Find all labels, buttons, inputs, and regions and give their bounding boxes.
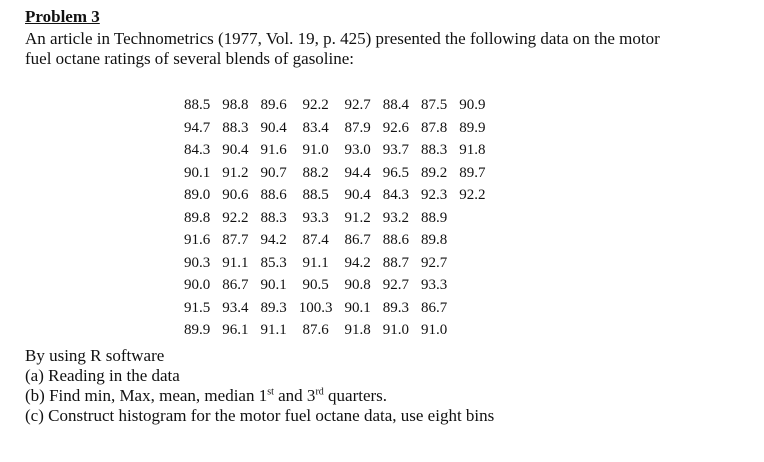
- task-lead: By using R software: [25, 346, 165, 365]
- data-cell: 92.7: [344, 97, 371, 113]
- data-cell: 92.2: [222, 209, 249, 226]
- task-b-mid: and 3: [273, 386, 316, 405]
- task-list: [25, 346, 494, 426]
- octane-data-table: [178, 94, 492, 342]
- data-cell: 91.6: [184, 232, 211, 248]
- data-cell: [453, 252, 491, 275]
- data-cell: 88.7: [382, 254, 409, 271]
- data-cell: 94.7: [184, 119, 211, 136]
- data-row: [178, 117, 492, 140]
- data-cell: 88.9: [421, 209, 448, 226]
- data-cell: 89.2: [421, 164, 448, 181]
- task-b-sup-first: st: [267, 386, 274, 398]
- data-cell: 90.6: [222, 187, 249, 203]
- data-cell: 93.3: [421, 277, 448, 293]
- data-cell: 93.3: [302, 209, 329, 226]
- data-cell: 98.8: [222, 97, 249, 113]
- data-cell: 89.8: [421, 232, 448, 248]
- data-cell: 85.3: [260, 254, 287, 271]
- data-cell: 93.4: [222, 299, 249, 316]
- task-b-post: quarters.: [323, 386, 388, 405]
- data-row: [178, 162, 492, 185]
- data-cell: 92.7: [382, 277, 409, 293]
- data-cell: [453, 229, 491, 252]
- data-cell: 96.5: [382, 164, 409, 181]
- data-cell: 88.6: [260, 187, 287, 203]
- data-cell: 87.5: [421, 97, 448, 113]
- data-cell: 91.8: [344, 322, 371, 338]
- task-b-pre: (b) Find min, Max, mean, median 1: [25, 386, 268, 405]
- data-cell: 88.4: [382, 97, 409, 113]
- data-row: [178, 319, 492, 342]
- data-cell: [453, 207, 491, 230]
- data-cell: 94.4: [344, 164, 371, 181]
- data-cell: 84.3: [382, 187, 409, 203]
- data-cell: 90.4: [222, 142, 249, 158]
- data-cell: 89.9: [459, 119, 486, 136]
- data-cell: 88.5: [302, 187, 329, 203]
- data-cell: 91.8: [459, 142, 486, 158]
- data-cell: 83.4: [302, 119, 329, 136]
- data-cell: 93.0: [344, 142, 371, 158]
- task-b-sup-third: rd: [315, 386, 324, 398]
- data-cell: [453, 319, 491, 342]
- data-cell: 88.2: [302, 164, 329, 181]
- data-cell: 91.1: [302, 254, 329, 271]
- data-row: [178, 252, 492, 275]
- task-a: (a) Reading in the data: [25, 366, 180, 385]
- octane-data-body: [178, 94, 492, 342]
- data-cell: 100.3: [298, 299, 333, 316]
- data-row: [178, 94, 492, 117]
- data-cell: 90.9: [459, 97, 486, 113]
- data-row: [178, 184, 492, 207]
- data-cell: 91.0: [421, 322, 448, 338]
- data-cell: 86.7: [222, 277, 249, 293]
- intro-line-1: An article in Technometrics (1977, Vol. 19, p. 425) presented the following data on the motor: [25, 29, 660, 48]
- data-cell: 90.3: [184, 254, 211, 271]
- data-cell: 90.5: [302, 277, 329, 293]
- data-cell: 88.5: [184, 97, 211, 113]
- data-cell: 92.3: [421, 187, 448, 203]
- task-c: (c) Construct histogram for the motor fuel octane data, use eight bins: [25, 406, 495, 425]
- data-cell: 88.3: [421, 142, 448, 158]
- data-row: [178, 229, 492, 252]
- data-cell: 91.2: [344, 209, 371, 226]
- data-cell: 92.7: [421, 254, 448, 271]
- data-cell: 88.3: [222, 119, 249, 136]
- data-cell: 86.7: [421, 299, 448, 316]
- data-cell: 91.0: [302, 142, 329, 158]
- data-cell: 93.2: [382, 209, 409, 226]
- intro-line-2: fuel octane ratings of several blends of gasoline:: [25, 49, 355, 68]
- data-cell: 94.2: [344, 254, 371, 271]
- data-cell: 89.7: [459, 164, 486, 181]
- data-cell: 90.0: [184, 277, 211, 293]
- data-cell: [453, 297, 491, 320]
- data-cell: 89.9: [184, 322, 211, 338]
- data-cell: 90.8: [344, 277, 371, 293]
- data-cell: 91.5: [184, 299, 211, 316]
- data-cell: 87.6: [302, 322, 329, 338]
- data-row: [178, 274, 492, 297]
- task-b: [25, 386, 494, 406]
- data-cell: 84.3: [184, 142, 211, 158]
- data-row: [178, 297, 492, 320]
- data-cell: 90.1: [260, 277, 287, 293]
- data-cell: 88.3: [260, 209, 287, 226]
- data-cell: [453, 274, 491, 297]
- data-cell: 88.6: [382, 232, 409, 248]
- data-cell: 89.3: [260, 299, 287, 316]
- data-cell: 86.7: [344, 232, 371, 248]
- data-cell: 90.7: [260, 164, 287, 181]
- problem-title: Problem 3: [25, 7, 100, 26]
- data-cell: 90.4: [260, 119, 287, 136]
- data-cell: 87.7: [222, 232, 249, 248]
- data-cell: 90.1: [184, 164, 211, 181]
- data-row: [178, 207, 492, 230]
- data-cell: 87.9: [344, 119, 371, 136]
- data-cell: 91.1: [260, 322, 287, 338]
- data-cell: 87.4: [302, 232, 329, 248]
- data-cell: 91.6: [260, 142, 287, 158]
- data-cell: 92.2: [459, 187, 486, 203]
- data-row: [178, 139, 492, 162]
- data-cell: 94.2: [260, 232, 287, 248]
- data-cell: 93.7: [382, 142, 409, 158]
- data-cell: 90.4: [344, 187, 371, 203]
- data-cell: 90.1: [344, 299, 371, 316]
- data-cell: 92.2: [302, 97, 329, 113]
- data-cell: 89.6: [260, 97, 287, 113]
- data-cell: 89.3: [382, 299, 409, 316]
- data-cell: 89.0: [184, 187, 211, 203]
- data-cell: 91.1: [222, 254, 249, 271]
- data-cell: 89.8: [184, 209, 211, 226]
- data-cell: 87.8: [421, 119, 448, 136]
- problem-intro: [25, 29, 745, 69]
- data-cell: 92.6: [382, 119, 409, 136]
- data-cell: 96.1: [222, 322, 249, 338]
- data-cell: 91.0: [382, 322, 409, 338]
- data-cell: 91.2: [222, 164, 249, 181]
